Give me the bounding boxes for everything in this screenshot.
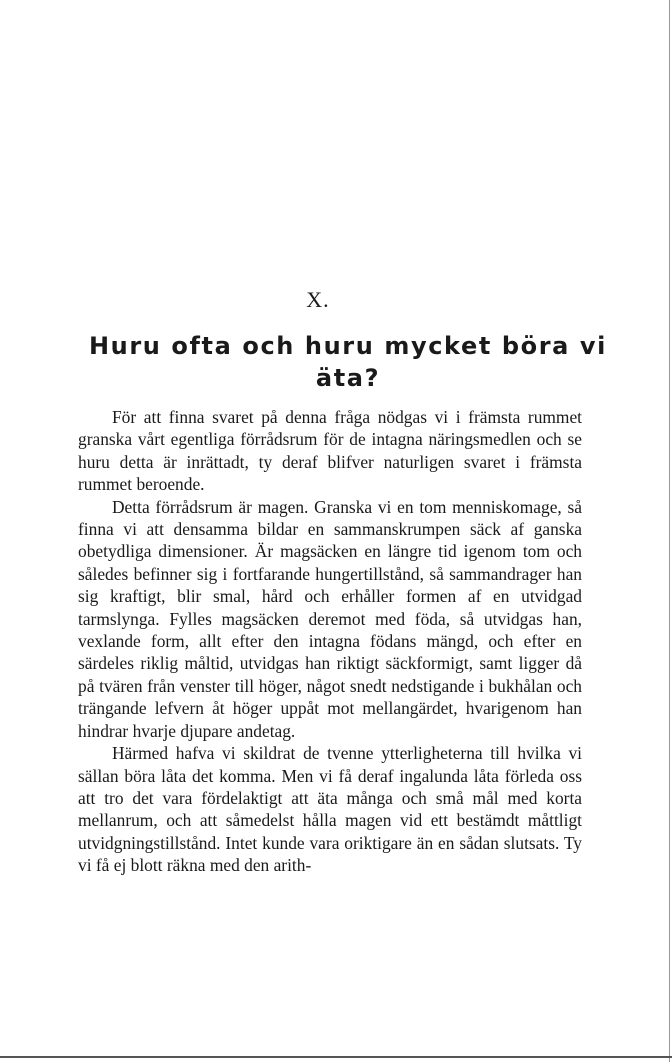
paragraph: Härmed hafva vi skildrat de tvenne ytterligheterna till hvilka vi sällan böra låta det komma. Men vi få deraf ingalunda låta förleda oss att tro det vara fördelaktigt att äta många och små mål med korta mellanrum, och att såmedelst hålla magen vid ett bestämdt måttligt utvidgningstillstånd. Intet kunde vara oriktigare än en sådan slutsats. Ty vi få ej blott räkna med den arith- [78,743,582,876]
chapter-number: X. [306,287,330,312]
page-bottom-edge [0,1056,672,1058]
paragraph: För att finna svaret på denna fråga nödgas vi i främsta rummet granska vårt egentliga förrådsrum för de intagna näringsmedlen och se huru detta är inrättadt, ty deraf blifver naturligen svaret i främsta rummet beroende. [78,407,582,495]
page-right-edge [669,0,670,1062]
paragraph: Detta förrådsrum är magen. Granska vi en tom menniskomage, så finna vi att densamma bildar en sammanskrumpen säck af ganska obetydliga dimensioner. Är magsäcken en längre tid igenom tom och således befinner sig i fortfarande hungertillstånd, så sammandrager han sig kraftigt, blir smal, hård och erhåller formen af en utvidgad tarmslynga. Fylles magsäcken deremot med föda, så utvidgas han, vexlande form, allt efter den intagna födans mängd, och efter en särdeles riklig måltid, utvidgas han riktigt säckformigt, samt ligger då på tvären från venster till höger, något snedt nedstigande i bukhålan och trängande lefvern åt höger uppåt mot mellangärdet, hvarigenom han hindrar hvarje djupare andetag. [78,496,582,741]
body-text [78,406,582,877]
chapter-title: Huru ofta och huru mycket böra vi äta? [88,332,608,392]
